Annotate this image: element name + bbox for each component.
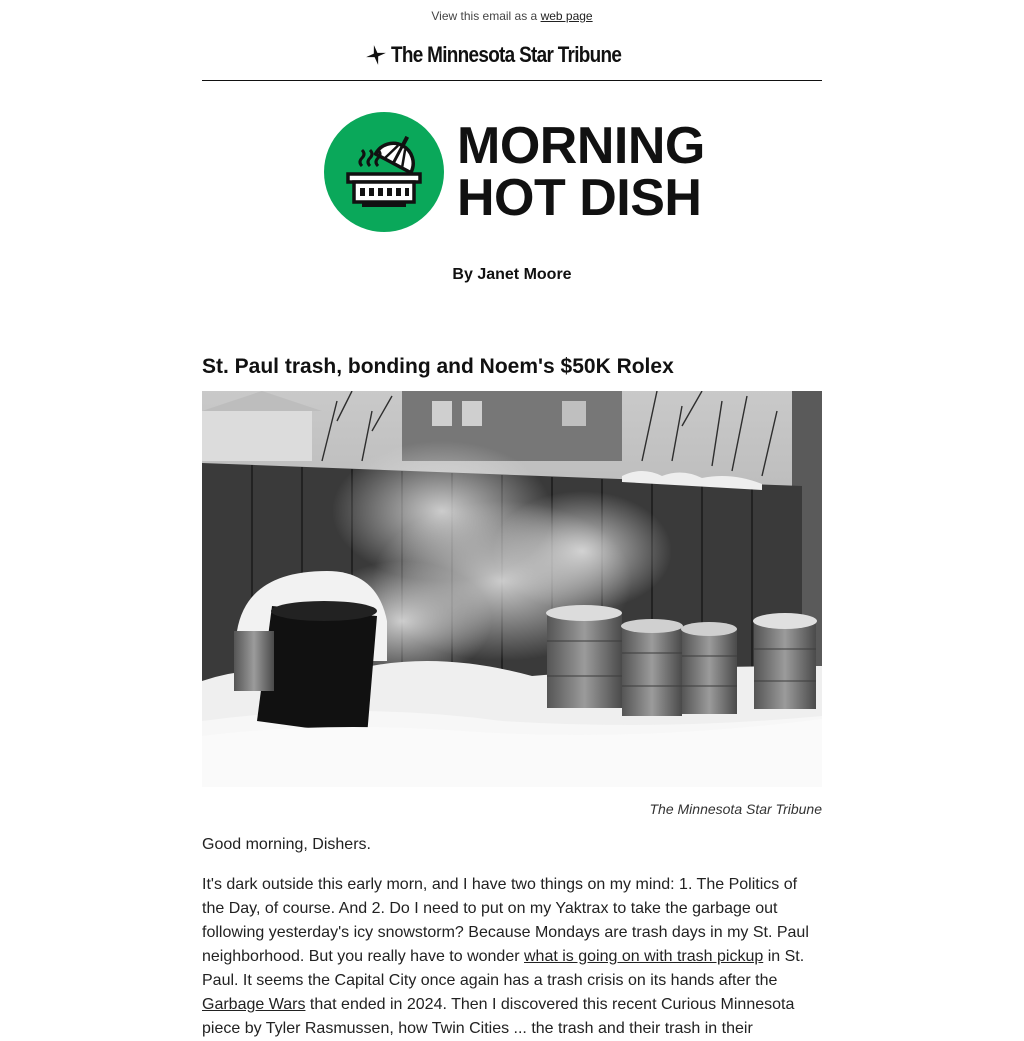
byline: By Janet Moore (452, 266, 572, 283)
north-star-icon (365, 44, 387, 66)
trash-pickup-link[interactable]: what is going on with trash pickup (524, 948, 764, 965)
web-page-link[interactable]: web page (540, 9, 593, 23)
greeting-paragraph: Good morning, Dishers. (202, 836, 371, 853)
body-text-1: It's dark outside this early morn, and I have two things on my mind: 1. The Politics of the Day, of course. And 2. Do I need to put on my Yaktrax to take the garbage out following yesterday's icy snowstorm? Because Mondays are trash days in my St. Paul neighborhood. But you really have to wonder (202, 876, 809, 965)
article-photo[interactable] (202, 391, 822, 787)
masthead-logo[interactable] (0, 40, 1024, 70)
garbage-wars-link[interactable]: Garbage Wars (202, 996, 306, 1013)
body-text-2: in St. Paul. It seems the Capital City once again has a trash crisis on its hands after the (202, 948, 805, 989)
body-paragraph (202, 873, 822, 1041)
photo-credit: The Minnesota Star Tribune (649, 801, 822, 817)
newsletter-title-line1: MORNING (457, 117, 705, 175)
masthead-brand-name: The Minnesota Star Tribune (391, 42, 622, 67)
body-text-4: piece by Tyler Rasmussen, how Twin Cities ... the trash and their trash in their (202, 1020, 753, 1037)
newsletter-logo (324, 112, 705, 232)
article-headline[interactable]: St. Paul trash, bonding and Noem's $50K Rolex (202, 355, 674, 378)
newsletter-title (457, 117, 705, 227)
hot-dish-icon (324, 112, 444, 232)
view-in-browser-text: View this email as a (431, 9, 538, 23)
body-text-3: that ended in 2024. Then I discovered this recent Curious Minnesota (309, 996, 795, 1013)
view-in-browser-bar (0, 9, 1024, 23)
newsletter-title-line2: HOT DISH (457, 169, 702, 227)
header-divider (202, 80, 822, 81)
